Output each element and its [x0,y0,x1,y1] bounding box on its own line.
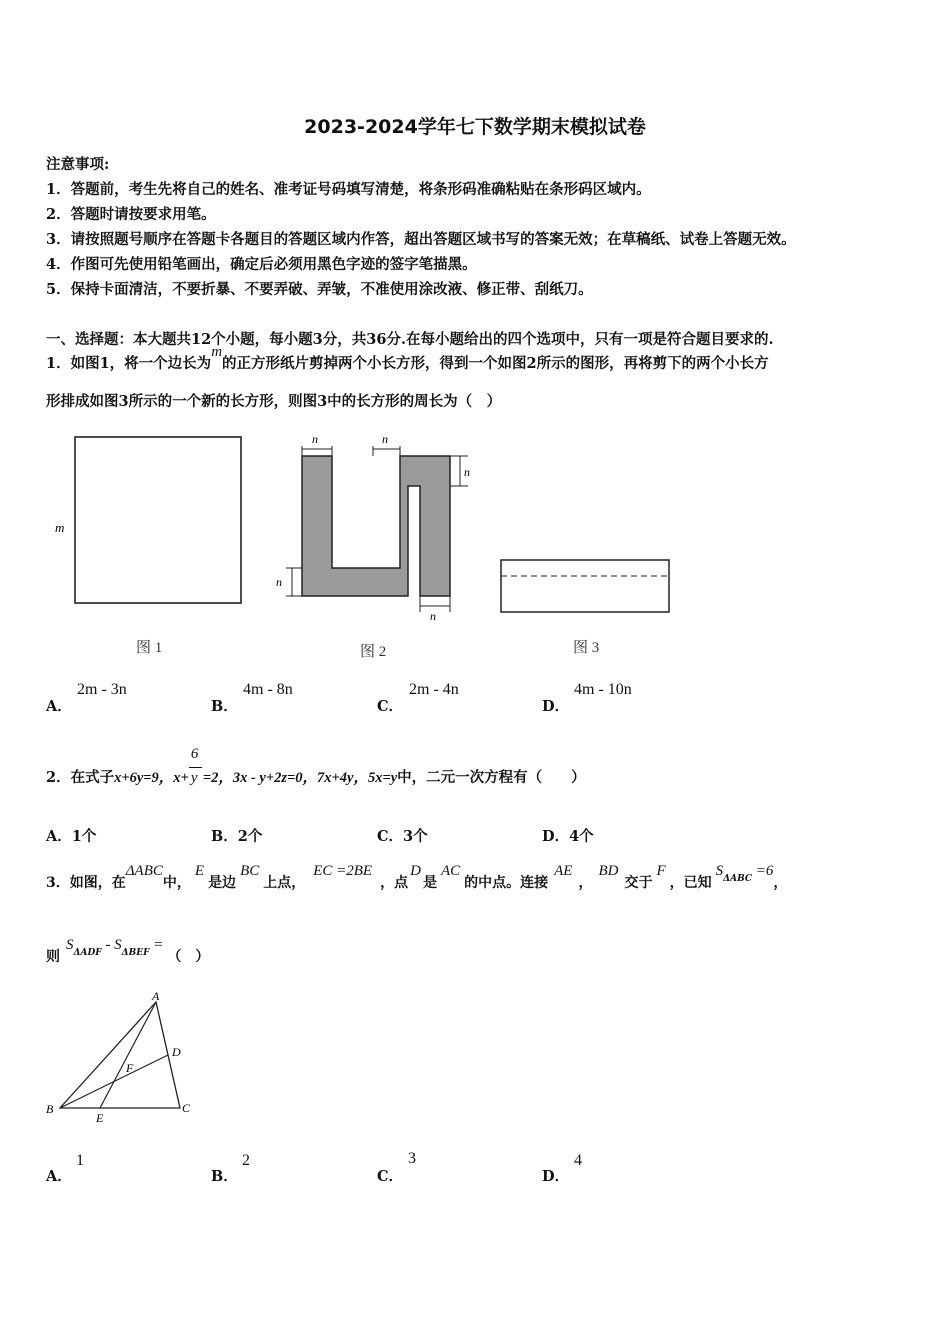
fig2-label-n-4: n [276,575,282,589]
notice-item-1: 1．答题前，考生先将自己的姓名、准考证号码填写清楚，将条形码准确粘贴在条形码区域内。 [46,181,651,198]
q2-expr-1: x+6y=9，x+ [114,770,189,786]
fig2-shape [302,456,450,596]
point-d-label: D [172,1045,181,1059]
fig2-label-n-3: n [464,465,470,479]
notice-item-5: 5．保持卡面清洁，不要折暴、不要弄破、弄皱，不准使用涂改液、修正带、刮纸刀。 [46,281,593,298]
segment-bd [60,1055,168,1108]
notice-item-4: 4．作图可先使用铅笔画出，确定后必须用黑色字迹的签字笔描黑。 [46,256,477,273]
fig2-label-n-1: n [312,432,318,446]
q2-frac-num: 6 [190,746,199,762]
q1-figure-2 [272,428,482,623]
q2-option-c: C．3个 [377,828,428,845]
q1-option-a-value: 2m - 3n [77,681,127,698]
q2-option-d: D．4个 [542,828,594,845]
q1-option-b-label: B． [211,698,238,715]
q3-option-d-value: 4 [574,1152,582,1169]
notice-item-3: 3．请按照题号顺序在答题卡各题目的答题区域内作答，超出答题区域书写的答案无效；在草稿纸、试卷上答题无效。 [46,231,796,248]
point-c-label: C [182,1101,191,1115]
point-a-label: A [152,989,160,1003]
q2-option-b: B．2个 [211,828,263,845]
page-title: 2023-2024学年七下数学期末模拟试卷 [304,116,646,138]
triangle-abc [60,1002,180,1108]
q2-expr-2: =2，3x - y+2z=0，7x+4y，5x=y [202,770,398,786]
q3-option-b-value: 2 [242,1152,250,1169]
q1-option-d-label: D． [542,698,570,715]
fig3-rectangle [501,560,669,612]
fig1-square [75,437,241,603]
fig2-label-n-5: n [430,609,436,623]
q1-text-part-2: 的正方形纸片剪掉两个小长方形，得到一个如图2所示的图形，再将剪下的两个小长方 [222,355,769,372]
q1-option-a-label: A． [46,698,72,715]
q2-option-a: A．1个 [46,828,97,845]
q2-fraction [189,746,203,786]
q3-option-a-label: A． [46,1168,72,1185]
q3-option-c-label: C． [377,1168,404,1185]
point-e-label: E [96,1111,104,1125]
fig1-label-m: m [55,520,65,535]
q1-figure-3 [495,552,680,622]
q1-option-c-value: 2m - 4n [409,681,459,698]
point-b-label: B [46,1102,54,1116]
q2-frac-bar [189,767,202,768]
q2-text-part-2: 中，二元一次方程有（ ） [397,769,586,786]
q1-option-c-label: C． [377,698,404,715]
q3-option-b-label: B． [211,1168,238,1185]
q3-triangle-figure [42,988,202,1128]
question-2-line [46,746,586,787]
question-1-line-1 [46,344,769,373]
section-heading: 一、选择题：本大题共12个小题，每小题3分，共36分.在每小题给出的四个选项中，只有一项是符合题目要求的. [46,331,774,348]
point-f-label: F [126,1061,134,1075]
question-3-line-2: 则$S^{\Delta ADF} - S^{\Delta BEF}$ =（ ） [46,937,210,965]
notice-heading: 注意事项: [46,156,110,173]
q3-option-d-label: D． [542,1168,570,1185]
question-1-line-2: 形排成如图3所示的一个新的长方形，则图3中的长方形的周长为（ ） [46,393,502,410]
q1-var-m: m [211,344,223,360]
fig-2-caption: 图 2 [360,644,387,660]
fig-1-caption: 图 1 [136,640,163,656]
q2-text-part-1: 2．在式子 [46,769,115,786]
q1-option-d-value: 4m - 10n [574,681,632,698]
q3-option-a-value: 1 [76,1152,84,1169]
question-3-line-1: 3．如图，在ΔABC中，E是边BC上点，EC =2BE，点D是AC的中点。连接AE，BD交于F，已知$S^{\Delta ABC} =6$， [46,863,788,891]
q3-option-c-value: 3 [408,1150,416,1167]
fig2-label-n-2: n [382,432,388,446]
fig-3-caption: 图 3 [573,640,600,656]
q1-text-part-1: 1．如图1，将一个边长为 [46,355,212,372]
q1-option-b-value: 4m - 8n [243,681,293,698]
notice-item-2: 2．答题时请按要求用笔。 [46,206,216,223]
q1-figure-1 [50,430,250,610]
q2-frac-den: y [190,770,198,786]
